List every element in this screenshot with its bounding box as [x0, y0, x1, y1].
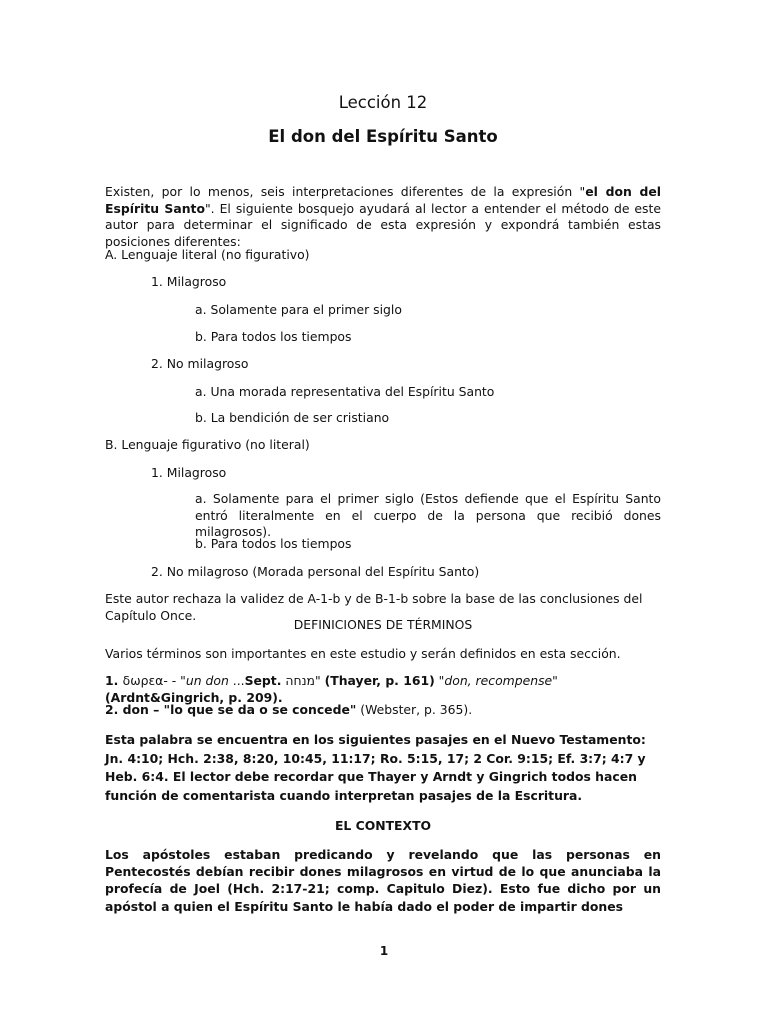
def1-ellipsis: ... — [228, 673, 245, 688]
def1-ref-thayer: (Thayer, p. 161) — [324, 673, 435, 688]
intro-paragraph — [105, 184, 661, 250]
outline-a2b: b. La bendición de ser cristiano — [195, 410, 390, 425]
outline-a2a: a. Una morada representativa del Espíritu Santo — [195, 384, 495, 399]
def1-sept: Sept. — [244, 673, 282, 688]
outline-b1: 1. Milagroso — [151, 465, 227, 480]
context-heading: EL CONTEXTO — [334, 818, 432, 833]
outline-b1a: a. Solamente para el primer siglo (Estos defiende que el Espíritu Santo entró literalmente en el cuerpo de la persona que recibió dones milagrosos). — [195, 491, 661, 539]
definitions-heading: DEFINICIONES DE TÉRMINOS — [293, 617, 473, 632]
def1-gloss-2: don, recompense — [444, 673, 553, 688]
def1-dash: - " — [167, 673, 186, 688]
context-paragraph: Los apóstoles estaban predicando y revelando que las personas en Pentecostés debían recibir dones milagrosos en virtud de lo que anunciaba la profecía de Joel (Hch. 2:17-21; comp. Capitulo Diez). Esto fue dicho por un apóstol a quien el Espíritu Santo le había dado el poder de impartir dones — [105, 847, 661, 914]
def1-number: 1. — [105, 673, 123, 688]
def1-ref-arndt: (Ardnt&Gingrich, p. 209). — [105, 689, 283, 705]
outline-a2: 2. No milagroso — [151, 356, 249, 371]
intro-text-a: Existen, por lo menos, seis interpretaciones diferentes de la expresión " — [105, 184, 586, 199]
intro-text-bold: el don del Espíritu Santo — [105, 184, 661, 216]
outline-a1a: a. Solamente para el primer siglo — [195, 302, 402, 317]
outline-b1b: b. Para todos los tiempos — [195, 536, 352, 551]
def1-open-quote-2: " — [434, 673, 445, 688]
def1-close-quote: " — [314, 673, 325, 688]
def1-hebrew-word: מנחה — [281, 673, 315, 688]
def1-gloss: un don — [185, 673, 229, 688]
lesson-title: El don del Espíritu Santo — [268, 127, 498, 146]
def1-greek-word: δωρεα- — [122, 673, 168, 688]
def2-ref: (Webster, p. 365). — [356, 702, 473, 717]
outline-a1: 1. Milagroso — [151, 274, 227, 289]
outline-a1b: b. Para todos los tiempos — [195, 329, 352, 344]
passages-paragraph: Esta palabra se encuentra en los siguientes pasajes en el Nuevo Testamento: Jn. 4:10; Hch. 2:38, 8:20, 10:45, 11:17; Ro. 5:15, 17; 2 Cor. 9:15; Ef. 3:7; 4:7 y Heb. 6:4. El lector debe recordar que Thayer y Arndt y Gingrich todos hacen función de comentarista cuando interpretan pasajes de la Escritura. — [105, 732, 646, 804]
def2-term: 2. don – "lo que se da o se concede" — [105, 702, 357, 717]
rejection-paragraph: Este autor rechaza la validez de A-1-b y de B-1-b sobre la base de las conclusiones del Capítulo Once. — [105, 591, 643, 623]
lesson-number: Lección 12 — [338, 93, 428, 112]
def1-close-quote-2: " — [552, 673, 558, 688]
definitions-intro: Varios términos son importantes en este estudio y serán definidos en esta sección. — [105, 646, 621, 661]
outline-b: B. Lenguaje figurativo (no literal) — [105, 437, 310, 452]
outline-a: A. Lenguaje literal (no figurativo) — [105, 247, 310, 262]
page-number: 1 — [379, 944, 389, 958]
definition-2 — [105, 702, 661, 719]
outline-b2: 2. No milagroso (Morada personal del Espíritu Santo) — [151, 564, 480, 579]
intro-text-c: ". El siguiente bosquejo ayudará al lector a entender el método de este autor para determinar el significado de esta expresión y expondrá también estas posiciones diferentes: — [105, 200, 661, 249]
